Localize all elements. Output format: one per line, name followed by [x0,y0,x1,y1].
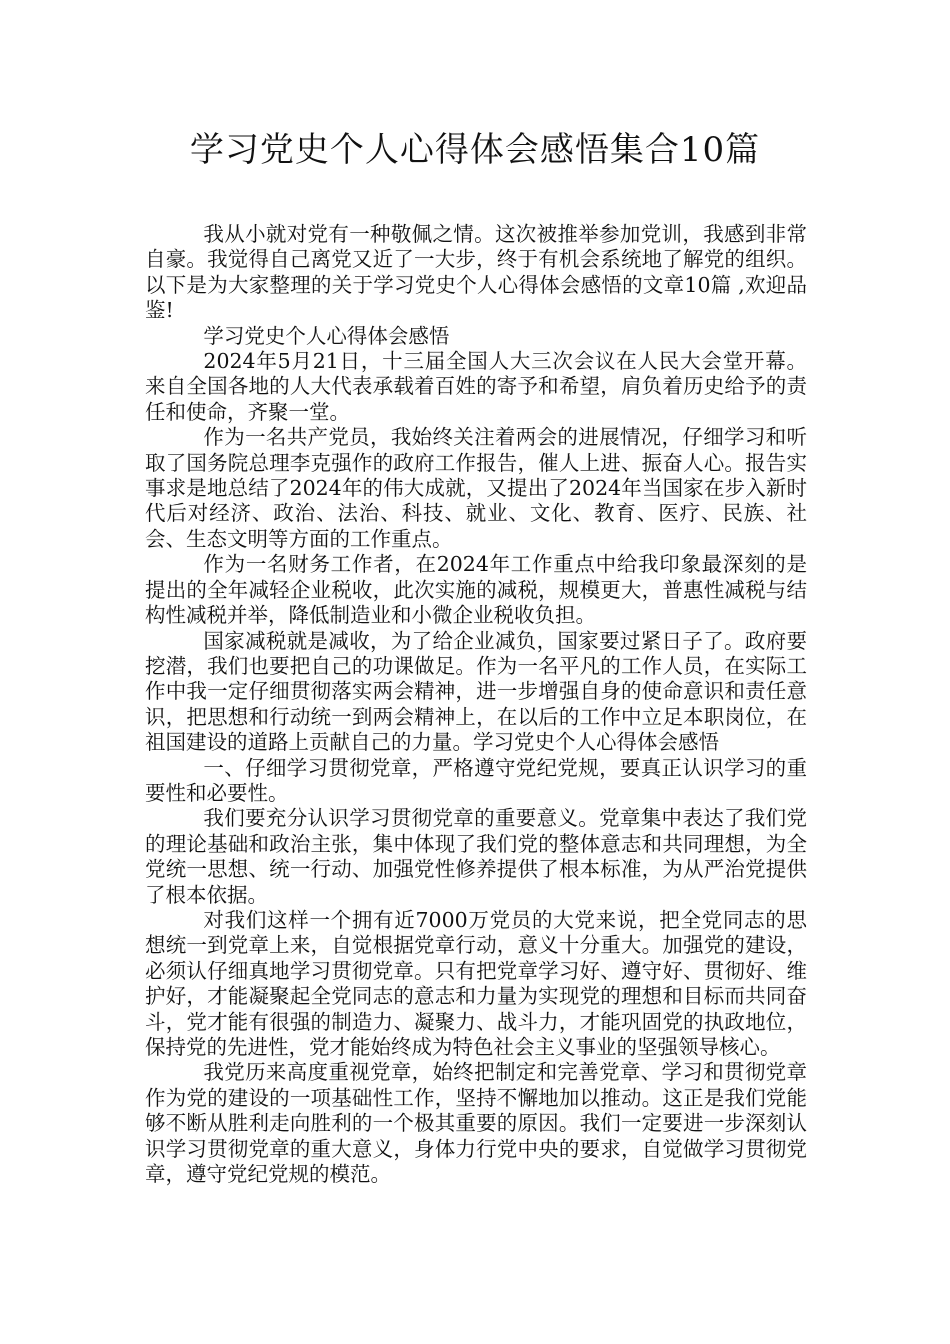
body-paragraph: 一、仔细学习贯彻党章，严格遵守党纪党规，要真正认识学习的重要性和必要性。 [145,755,807,805]
section-heading: 学习党史个人心得体会感悟 [203,323,450,348]
body-paragraph: 作为一名共产党员，我始终关注着两会的进展情况，仔细学习和听取了国务院总理李克强作的政府工作报告，催人上进、振奋人心。报告实事求是地总结了2024年的伟大成就，又提出了2024年当国家在步入新时代后对经济、政治、法治、科技、就业、文化、教育、医疗、民族、社会、生态文明等方面的工作重点。 [145,425,807,551]
document-body [145,222,807,1187]
body-paragraph: 2024年5月21日，十三届全国人大三次会议在人民大会堂开幕。来自全国各地的人大代表承载着百姓的寄予和希望，肩负着历史给予的责任和使命，齐聚一堂。 [145,349,807,424]
intro-paragraph: 我从小就对党有一种敬佩之情。这次被推举参加党训，我感到非常自豪。我觉得自己离党又近了一大步，终于有机会系统地了解党的组织。 以下是为大家整理的关于学习党史个人心得体会感悟的文章10篇 ,欢迎品鉴! [145,222,807,323]
body-paragraph: 国家减税就是减收，为了给企业减负，国家要过紧日子了。政府要挖潜，我们也要把自己的功课做足。作为一名平凡的工作人员，在实际工作中我一定仔细贯彻落实两会精神，进一步增强自身的使命意识和责任意识，把思想和行动统一到两会精神上，在以后的工作中立足本职岗位，在祖国建设的道路上贡献自己的力量。学习党史个人心得体会感悟 [145,628,807,755]
body-paragraph: 作为一名财务工作者，在2024年工作重点中给我印象最深刻的是提出的全年减轻企业税收，此次实施的减税，规模更大，普惠性减税与结构性减税并举，降低制造业和小微企业税收负担。 [145,552,807,628]
body-paragraph: 对我们这样一个拥有近7000万党员的大党来说，把全党同志的思想统一到党章上来，自觉根据党章行动，意义十分重大。加强党的建设，必须认仔细真地学习贯彻党章。只有把党章学习好、遵守好、贯彻好、维护好，才能凝聚起全党同志的意志和力量为实现党的理想和目标而共同奋斗，党才能有很强的制造力、凝聚力、战斗力，才能巩固党的执政地位，保持党的先进性，党才能始终成为特色社会主义事业的坚强领导核心。 [145,907,807,1059]
body-paragraph: 我党历来高度重视党章，始终把制定和完善党章、学习和贯彻党章作为党的建设的一项基础性工作，坚持不懈地加以推动。这正是我们党能够不断从胜利走向胜利的一个极其重要的原因。我们一定要进一步深刻认识学习贯彻党章的重大意义，身体力行党中央的要求，自觉做学习贯彻党章，遵守党纪党规的模范。 [145,1060,807,1187]
document-title: 学习党史个人心得体会感悟集合10篇 [189,130,761,170]
body-paragraph: 我们要充分认识学习贯彻党章的重要意义。党章集中表达了我们党的理论基础和政治主张，集中体现了我们党的整体意志和共同理想，为全党统一思想、统一行动、加强党性修养提供了根本标准，为从严治党提供了根本依据。 [145,806,807,907]
